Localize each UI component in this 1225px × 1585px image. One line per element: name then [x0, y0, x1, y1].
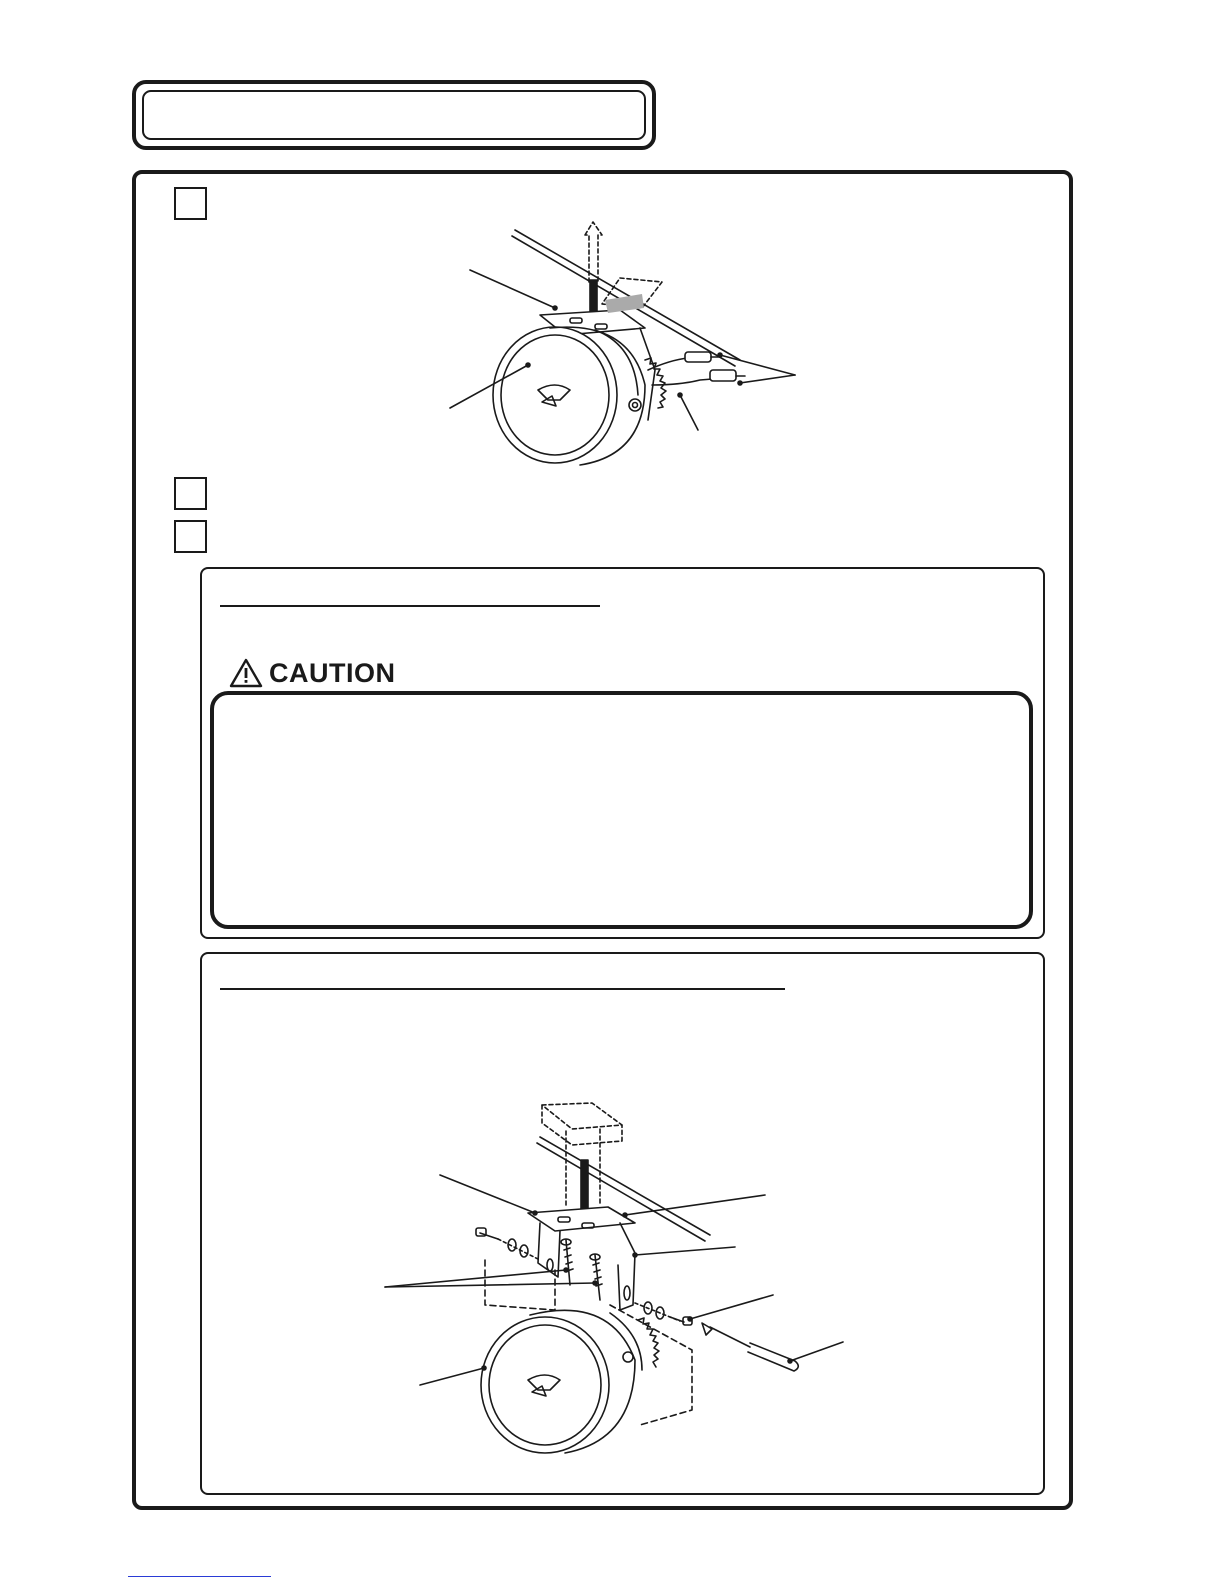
fog-lamp-installation-illustration [430, 220, 830, 480]
section-title-frame [132, 80, 656, 150]
caution-label: CAUTION [269, 657, 396, 688]
bracket-assembly-illustration [380, 1095, 860, 1475]
step-1-box [174, 187, 207, 220]
footer-link-underline[interactable] [128, 1576, 271, 1577]
section-title-inner-frame [142, 90, 646, 140]
note-heading-underline-1 [220, 605, 600, 607]
caution-box [210, 691, 1033, 929]
caution-heading [229, 657, 396, 689]
note-heading-underline-2 [220, 988, 785, 990]
step-2-box [174, 477, 207, 510]
warning-triangle-icon [229, 658, 263, 688]
step-3-box [174, 520, 207, 553]
